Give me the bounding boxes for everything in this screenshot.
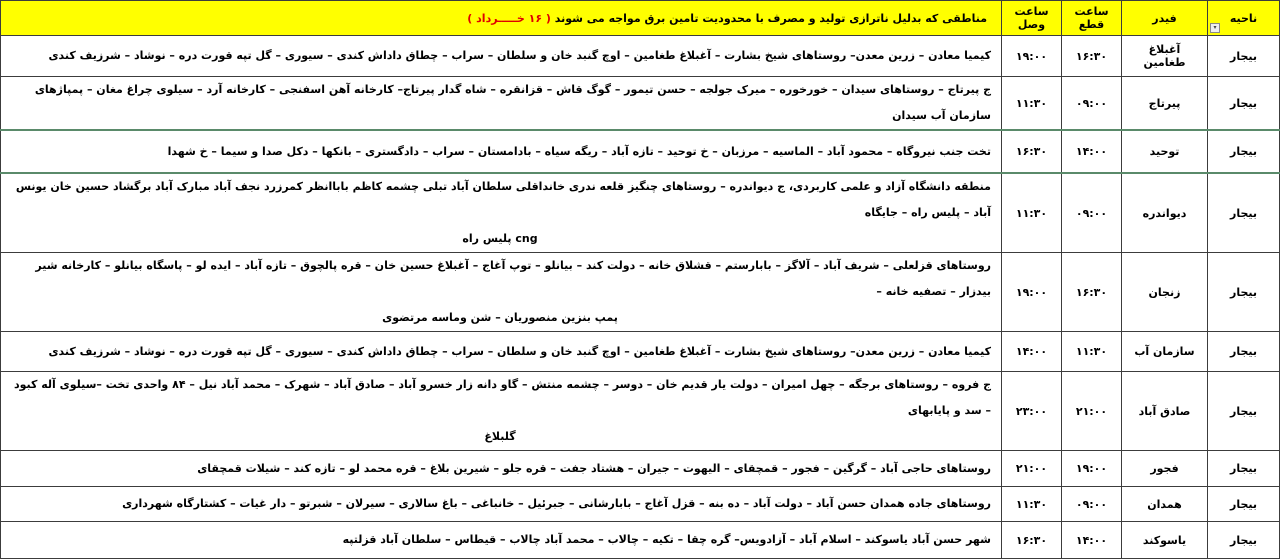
areas-text: تخت جنب نیروگاه – محمود آباد – الماسیه – مرزبان – خ توحید – تازه آباد – ریگه سیاه – بادامستان – سراب – دادگستری – بانکها – دکل صدا و سیما – خ شهدا [167,144,991,158]
cut-time-cell: ۲۱:۰۰ [1062,372,1122,451]
region-cell: بیجار [1208,487,1280,522]
connect-time-cell: ۱۹:۰۰ [1002,36,1062,77]
header-areas-title: مناطقی که بدلیل ناترازی تولید و مصرف با محدودیت تامین برق مواجه می شوند [554,11,987,25]
cut-time-cell: ۱۴:۰۰ [1062,522,1122,559]
areas-text: شهر حسن آباد یاسوکند – اسلام آباد – آزادویس– گره چقا – تکیه – چالاب – محمد آباد چالاب – قیطاس – سلطان آباد قزلتپه [342,533,991,546]
cut-time-cell: ۱۴:۰۰ [1062,130,1122,173]
cut-time-cell: ۱۶:۳۰ [1062,36,1122,77]
areas-cell [1,332,1002,372]
connect-time-cell: ۱۴:۰۰ [1002,332,1062,372]
connect-time-cell: ۲۱:۰۰ [1002,451,1062,487]
table-row [1,173,1280,253]
areas-cell [1,173,1002,253]
connect-time-cell: ۲۳:۰۰ [1002,372,1062,451]
cut-time-cell: ۰۹:۰۰ [1062,77,1122,131]
feeder-cell: توحید [1122,130,1208,173]
filter-dropdown-icon[interactable]: ▾ [1210,23,1220,33]
feeder-cell: پیرتاج [1122,77,1208,131]
areas-text: ج پیرتاج – روستاهای سیدان – خورخوره – میرک جولجه – حسن تیمور – گوگ قاش – قزانقره – شاه گدار پیرتاج– کارخانه آهن اسفنجی – کارخانه آرد – سیلوی چراغ مغان – پمپاژهای سازمان آب سیدان [34,83,991,122]
areas-cell [1,253,1002,332]
areas-text: روستاهای قزلعلی – شریف آباد – آلاگز – بابارستم – قشلاق خانه – دولت کند – بیانلو – توپ آغاج – آغبلاغ حسین خان – قره پالچوق – تازه آباد – ایده لو – پاسگاه بیانلو – کارخانه شیر بیدزار – تصفیه خانه – [35,259,991,298]
feeder-cell: دیواندره [1122,173,1208,253]
table-row-selected[interactable] [1,130,1280,173]
connect-time-cell: ۱۱:۳۰ [1002,77,1062,131]
table-row [1,332,1280,372]
table-row [1,77,1280,131]
feeder-cell: صادق آباد [1122,372,1208,451]
areas-cell [1,522,1002,559]
areas-text: روستاهای حاجی آباد – گرگین – فجور – قمچقای – الیهوت – جیران – هشتاد جفت – قره جلو – شیرین بلاغ – قره محمد لو – تازه کند – شیلات قمچقای [197,461,991,475]
region-cell: بیجار [1208,451,1280,487]
connect-time-cell: ۱۶:۳۰ [1002,130,1062,173]
areas-cell [1,130,1002,173]
feeder-cell: آغبلاغ طغامین [1122,36,1208,77]
areas-cell [1,77,1002,131]
areas-cell [1,451,1002,487]
areas-text: کیمیا معادن – زرین معدن– روستاهای شیخ بشارت – آغبلاغ طغامین – اوچ گنبد خان و سلطان – سراب – چطاق داداش کندی – سیوری – گل تپه قورت دره – نوشاد – شرزیف کندی [48,49,991,62]
areas-text: ج فروه – روستاهای برجگه – چهل امیران – دولت یار قدیم خان – دوسر – چشمه منتش – گاو دانه زار خسرو آباد – صادق آباد – شهرک – محمد آباد نیل – ۸۴ واحدی تخت –سیلوی آله کبود – سد و پایابهای [14,378,991,417]
cut-time-cell: ۱۱:۳۰ [1062,332,1122,372]
header-region[interactable] [1208,1,1280,36]
region-cell: بیجار [1208,36,1280,77]
areas-cell [1,36,1002,77]
feeder-cell: سازمان آب [1122,332,1208,372]
table-row [1,522,1280,559]
region-cell: بیجار [1208,372,1280,451]
header-connect-time: ساعت وصل [1002,1,1062,36]
region-cell: بیجار [1208,522,1280,559]
feeder-cell: زنجان [1122,253,1208,332]
region-cell: بیجار [1208,173,1280,253]
header-feeder: فیدر [1122,1,1208,36]
areas-cell [1,487,1002,522]
connect-time-cell: ۱۱:۳۰ [1002,173,1062,253]
areas-text: کیمیا معادن – زرین معدن– روستاهای شیخ بشارت – آغبلاغ طغامین – اوچ گنبد خان و سلطان – سراب – چطاق داداش کندی – سیوری – گل تپه قورت دره – نوشاد – شرزیف کندی [48,344,991,358]
feeder-cell: همدان [1122,487,1208,522]
cut-time-cell: ۰۹:۰۰ [1062,173,1122,253]
connect-time-cell: ۱۹:۰۰ [1002,253,1062,332]
cut-time-cell: ۱۶:۳۰ [1062,253,1122,332]
cut-time-cell: ۱۹:۰۰ [1062,451,1122,487]
table-row [1,451,1280,487]
connect-time-cell: ۱۱:۳۰ [1002,487,1062,522]
connect-time-cell: ۱۶:۳۰ [1002,522,1062,559]
areas-cell [1,372,1002,451]
region-cell: بیجار [1208,130,1280,173]
feeder-cell: یاسوکند [1122,522,1208,559]
table-row [1,36,1280,77]
table-row [1,253,1280,332]
table-row [1,487,1280,522]
areas-text-continued: گلبلاغ [484,430,516,443]
table-row [1,372,1280,451]
header-row [1,1,1280,36]
areas-text-continued: پمپ بنزین منصوریان – شن وماسه مرتضوی [382,311,618,324]
feeder-cell: فجور [1122,451,1208,487]
areas-text: روستاهای جاده همدان حسن آباد – دولت آباد – ده بنه – قزل آغاج – بابارشانی – جبرئیل – خانباغی – باغ سالاری – سیرلان – شبرتو – دار غیات – کشتارگاه شهرداری [122,497,991,510]
cut-time-cell: ۰۹:۰۰ [1062,487,1122,522]
region-cell: بیجار [1208,77,1280,131]
header-cut-time: ساعت قطع [1062,1,1122,36]
header-region-label: ناحیه [1229,11,1258,25]
header-date: ( ۱۶ خـــــرداد ) [467,11,551,25]
areas-text: منطقه دانشگاه آزاد و علمی کاربردی، ج دیواندره – روستاهای چنگیز قلعه ندری خانداقلی سلطان آباد تبلی چشمه کاظم باباانظر کمرزرد نجف آباد مبارک آباد برگشاد حسین خان یونس آباد – پلیس راه – جایگاه [15,180,991,219]
region-cell: بیجار [1208,253,1280,332]
region-cell: بیجار [1208,332,1280,372]
areas-text-continued: cng پلیس راه [462,232,538,245]
header-areas [1,1,1002,36]
